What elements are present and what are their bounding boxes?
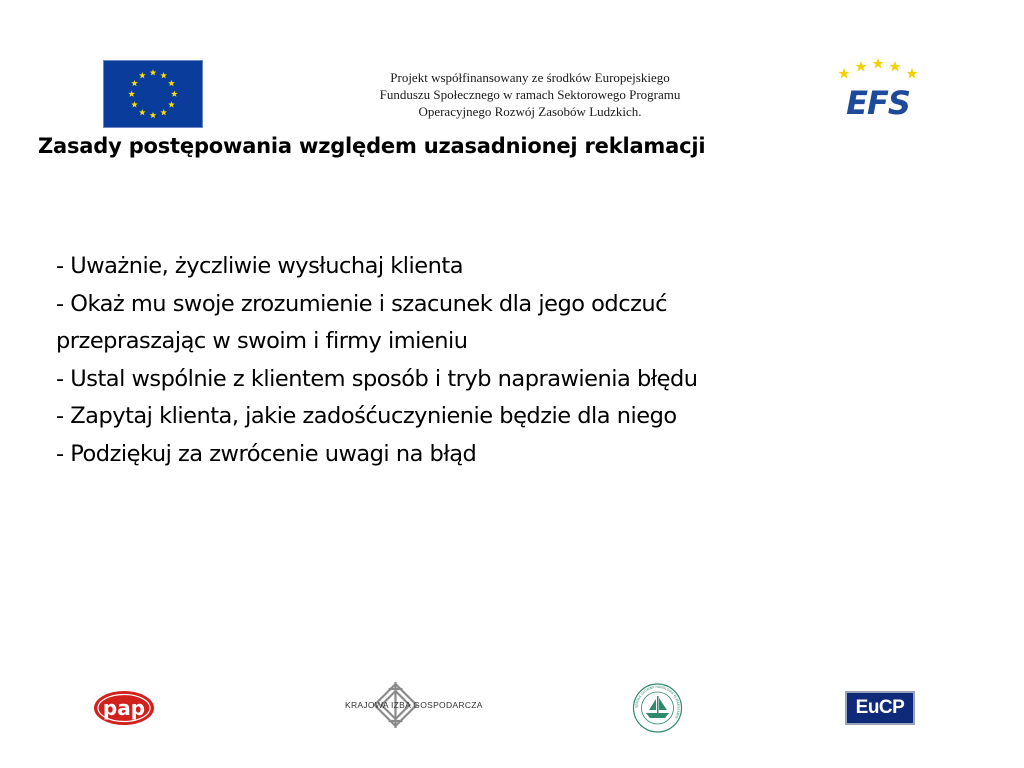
guideline-line-2: - Okaż mu swoje zrozumienie i szacunek dla jego odczuć bbox=[56, 290, 668, 317]
eu-star bbox=[131, 101, 138, 107]
eu-star bbox=[168, 101, 175, 107]
eu-star bbox=[128, 91, 135, 97]
eu-star bbox=[150, 69, 157, 75]
eu-flag-icon bbox=[103, 60, 203, 128]
eu-star bbox=[160, 109, 167, 115]
funding-line-1: Projekt współfinansowany ze środków Europejskiego bbox=[390, 70, 670, 85]
eu-star bbox=[168, 80, 175, 86]
efs-logo-text: EFS bbox=[846, 84, 910, 122]
pap-logo bbox=[93, 690, 155, 726]
efs-logo bbox=[832, 56, 924, 122]
guideline-line-1: - Uważnie, życzliwie wysłuchaj klienta bbox=[56, 253, 464, 279]
funding-line-2: Funduszu Społecznego w ramach Sektorowego Programu bbox=[379, 87, 681, 102]
kig-name: KRAJOWA IZBA GOSPODARCZA bbox=[345, 700, 483, 710]
eu-star bbox=[171, 91, 178, 97]
page-title: Zasady postępowania względem uzasadnionej reklamacji bbox=[38, 134, 706, 158]
eucp-logo bbox=[845, 691, 915, 725]
eu-star bbox=[139, 72, 146, 78]
eu-star bbox=[150, 112, 157, 118]
funding-statement bbox=[300, 69, 760, 120]
guideline-list bbox=[56, 248, 936, 473]
sgh-seal-logo bbox=[630, 682, 685, 734]
eucp-logo-text: EuCP bbox=[855, 697, 905, 718]
kig-logo bbox=[288, 680, 503, 730]
efs-stars-icon bbox=[839, 58, 918, 79]
guideline-line-3: przepraszając w swoim i firmy imieniu bbox=[56, 328, 468, 354]
guideline-line-5: - Zapytaj klienta, jakie zadośćuczynienie będzie dla niego bbox=[56, 403, 677, 429]
eu-star bbox=[131, 80, 138, 86]
pap-logo-text: pap bbox=[102, 696, 146, 720]
eu-star bbox=[139, 109, 146, 115]
guideline-line-4: - Ustal wspólnie z klientem sposób i tryb naprawienia błędu bbox=[56, 365, 698, 392]
guideline-line-6: - Podziękuj za zwrócenie uwagi na błąd bbox=[56, 440, 477, 467]
eu-stars-icon bbox=[104, 61, 202, 127]
eu-star bbox=[160, 72, 167, 78]
sgh-seal-text: SZKOŁA GŁÓWNA HANDLOWA W WARSZAWIE bbox=[634, 684, 681, 720]
funding-line-3: Operacyjnego Rozwój Zasobów Ludzkich. bbox=[418, 104, 642, 119]
